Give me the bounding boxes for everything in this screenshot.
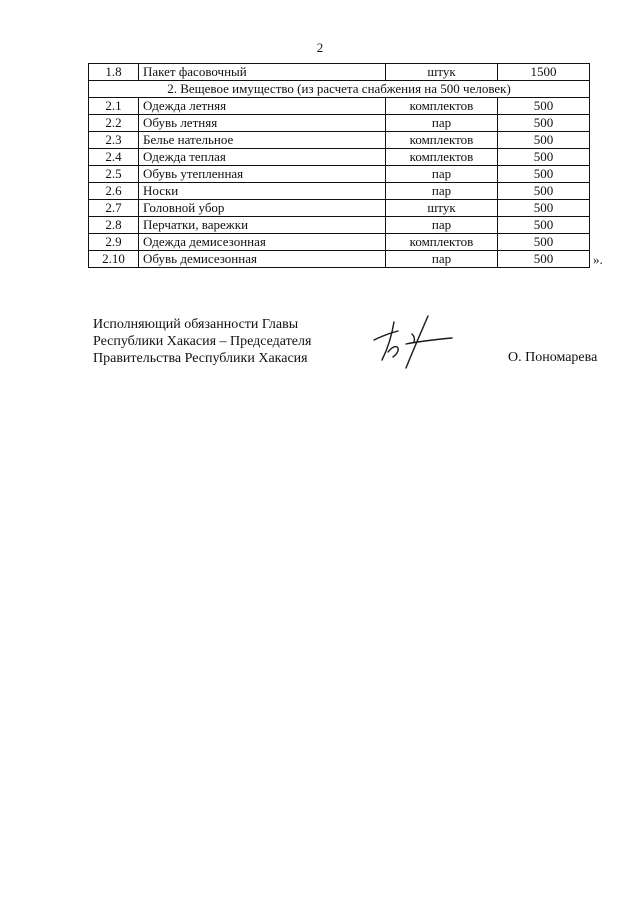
item-name: Обувь демисезонная [139,251,386,268]
signer-title [93,316,311,367]
item-name: Одежда демисезонная [139,234,386,251]
item-number: 2.3 [89,132,139,149]
item-unit: пар [386,166,498,183]
item-quantity: 1500 [498,64,590,81]
signer-title-line: Исполняющий обязанности Главы [93,317,299,332]
item-unit: пар [386,217,498,234]
table-row [89,98,590,115]
item-quantity: 500 [498,98,590,115]
item-name: Обувь летняя [139,115,386,132]
item-unit: пар [386,251,498,268]
item-number: 2.4 [89,149,139,166]
table-row [89,217,590,234]
item-quantity: 500 [498,115,590,132]
item-unit: комплектов [386,98,498,115]
item-quantity: 500 [498,200,590,217]
page-number: 2 [316,40,324,55]
item-name: Перчатки, варежки [139,217,386,234]
item-unit: штук [386,200,498,217]
item-name: Пакет фасовочный [139,64,386,81]
item-number: 2.10 [89,251,139,268]
table-row [89,200,590,217]
item-quantity: 500 [498,149,590,166]
item-number: 2.2 [89,115,139,132]
item-number: 2.7 [89,200,139,217]
table-row [89,234,590,251]
item-name: Белье нательное [139,132,386,149]
item-number: 2.1 [89,98,139,115]
item-quantity: 500 [498,166,590,183]
item-quantity: 500 [498,183,590,200]
handwritten-signature [368,314,458,372]
table-row [89,64,590,81]
item-number: 2.8 [89,217,139,234]
item-quantity: 500 [498,132,590,149]
item-number: 2.5 [89,166,139,183]
item-name: Головной убор [139,200,386,217]
table-row [89,251,590,268]
signer-title-line: Правительства Республики Хакасия [93,351,308,366]
item-quantity: 500 [498,234,590,251]
item-unit: комплектов [386,234,498,251]
item-unit: пар [386,183,498,200]
section-title: 2. Вещевое имущество (из расчета снабжения на 500 человек) [89,81,590,98]
item-number: 2.9 [89,234,139,251]
table-row [89,183,590,200]
item-unit: комплектов [386,149,498,166]
item-unit: пар [386,115,498,132]
signer-title-line: Республики Хакасия – Председателя [93,334,312,349]
supply-table [88,63,590,268]
table-row [89,166,590,183]
item-unit: комплектов [386,132,498,149]
table-row [89,132,590,149]
item-number: 2.6 [89,183,139,200]
item-name: Одежда летняя [139,98,386,115]
section-header-row [89,81,590,98]
item-name: Обувь утепленная [139,166,386,183]
table-row [89,115,590,132]
closing-quote: ». [593,252,603,267]
item-name: Носки [139,183,386,200]
table-row [89,149,590,166]
item-quantity: 500 [498,251,590,268]
signer-name: О. Пономарева [508,350,598,365]
item-number: 1.8 [89,64,139,81]
item-quantity: 500 [498,217,590,234]
item-name: Одежда теплая [139,149,386,166]
item-unit: штук [386,64,498,81]
